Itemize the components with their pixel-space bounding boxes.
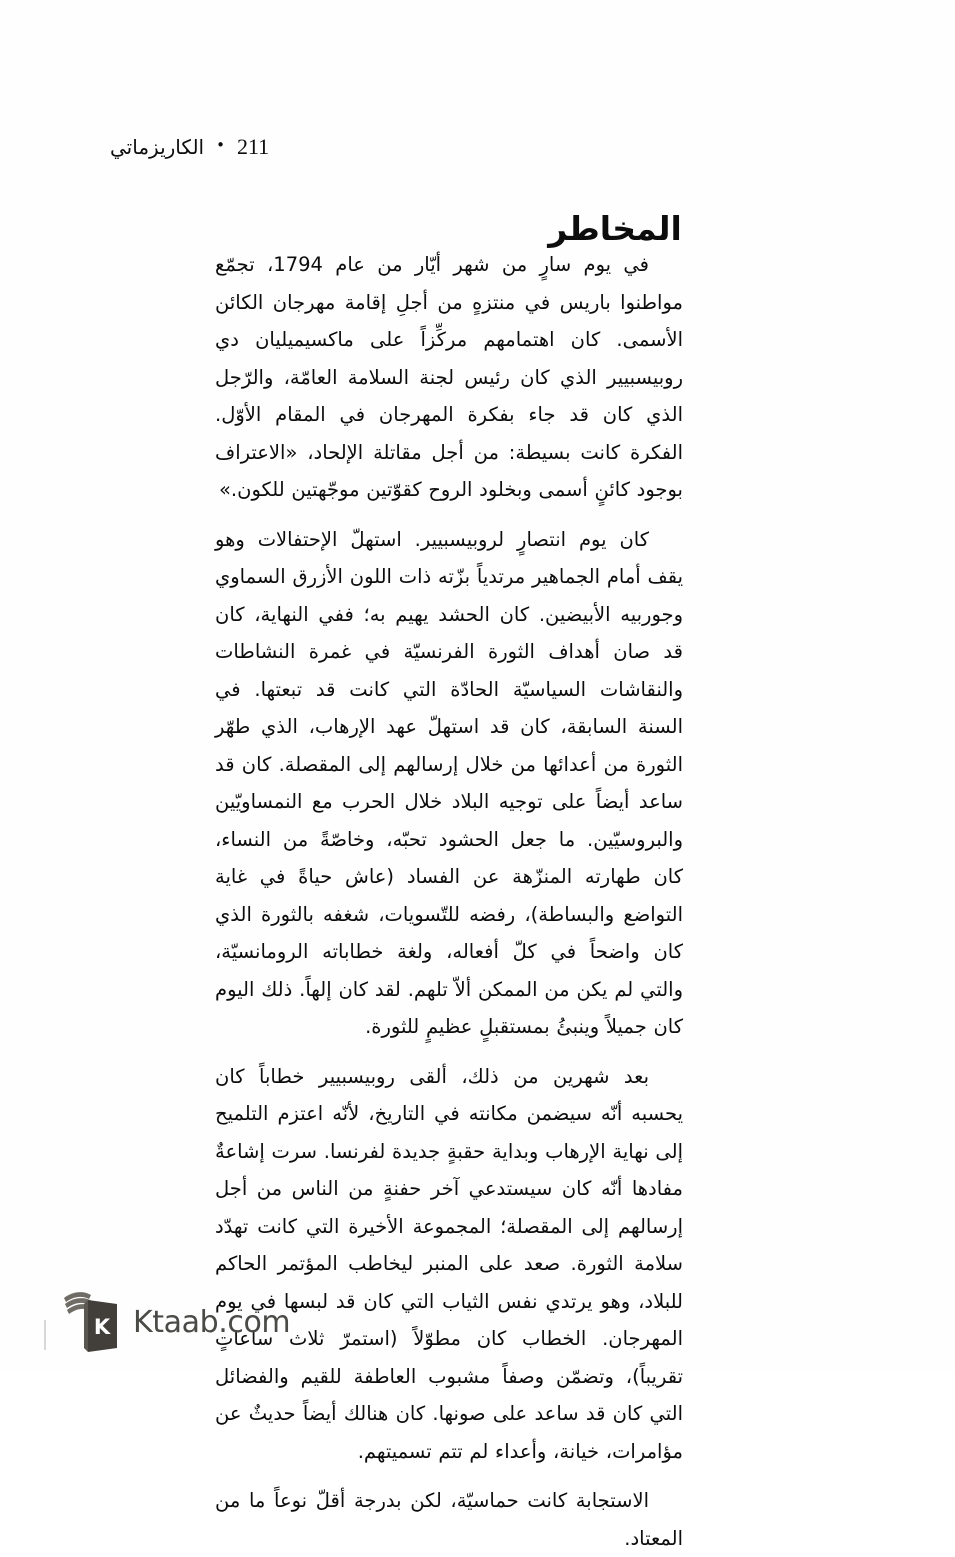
gutter-mark	[44, 1320, 46, 1350]
ktaab-logo[interactable]	[62, 1288, 290, 1354]
ktaab-wordmark: Ktaab.com	[133, 1305, 291, 1340]
svg-text:K: K	[93, 1315, 111, 1339]
body-text-column	[215, 246, 683, 1557]
running-head-book-title: الكاريزماتي	[110, 135, 205, 159]
body-paragraph: الاستجابة كانت حماسيّة، لكن بدرجة أقلّ نوعاً ما من المعتاد.	[215, 1489, 683, 1550]
page-number: 211	[236, 134, 270, 159]
body-paragraph: كان يوم انتصارٍ لروبيسبيير. استهلّ الإحتفالات وهو يقف أمام الجماهير مرتدياً بزّته ذات اللون الأزرق السماوي وجوربيه الأبيضين. كان الحشد يهيم به؛ ففي النهاية، كان قد صان أهداف الثورة الفرنسيّة في غمرة النشاطات والنقاشات السياسيّة الحادّة التي كانت قد تبعتها. في السنة السابقة، كان قد استهلّ عهد الإرهاب، الذي طهّر الثورة من أعدائها من خلال إرسالهم إلى المقصلة. كان قد ساعد أيضاً على توجيه البلاد خلال الحرب مع النمساويّين والبروسيّين. ما جعل الحشود تحبّه، وخاصّةً من النساء، كان طهارته المنزّهة عن الفساد (عاش حياةً في غاية التواضع والبساطة)، رفضه للتّسويات، شغفه بالثورة الذي كان واضحاً في كلّ أفعاله، ولغة خطاباته الرومانسيّة، والتي لم يكن من الممكن ألاّ تلهم. لقد كان إلهاً. ذلك اليوم كان جميلاً وينبئُ بمستقبلٍ عظيمٍ للثورة.	[215, 527, 683, 1038]
chapter-title: المخاطر	[548, 209, 682, 249]
book-icon	[62, 1288, 124, 1354]
body-paragraph: في يوم سارٍ من شهر أيّار من عام 1794، تجمّع مواطنوا باريس في منتزهٍ من أجلِ إقامة مهرجان الكائن الأسمى. كان اهتمامهم مركِّزاً على ماكسيميليان دي روبيسبيير الذي كان رئيس لجنة السلامة العامّة، والرّجل الذي كان قد جاء بفكرة المهرجان في المقام الأوّل. الفكرة كانت بسيطة: من أجل مقاتلة الإلحاد، «الاعتراف بوجود كائنٍ أسمى وبخلود الروح كقوّتين موجّهتين للكون.»	[215, 253, 683, 501]
running-head-separator-dot: •	[216, 135, 225, 154]
running-head	[110, 136, 269, 158]
body-paragraph: بعد شهرين من ذلك، ألقى روبيسبيير خطاباً كان يحسبه أنّه سيضمن مكانته في التاريخ، لأنّه اعتزم التلميح إلى نهاية الإرهاب وبداية حقبةٍ جديدة لفرنسا. سرت إشاعةٌ مفادها أنّه كان سيستدعي آخر حفنةٍ من الناس من أجل إرسالهم إلى المقصلة؛ المجموعة الأخيرة التي كانت تهدّد سلامة الثورة. صعد على المنبر ليخاطب المؤتمر الحاكم للبلاد، وهو يرتدي نفس الثياب التي كان قد لبسها في يوم المهرجان. الخطاب كان مطوّلاً (استمرّ ثلاث ساعاتٍ تقريباً)، وتضمّن وصفاً مشبوب العاطفة للقيم والفضائل التي كان قد ساعد على صونها. كان هنالك أيضاً حديثٌ عن مؤامرات، خيانة، وأعداء لم تتم تسميتهم.	[215, 1064, 683, 1463]
